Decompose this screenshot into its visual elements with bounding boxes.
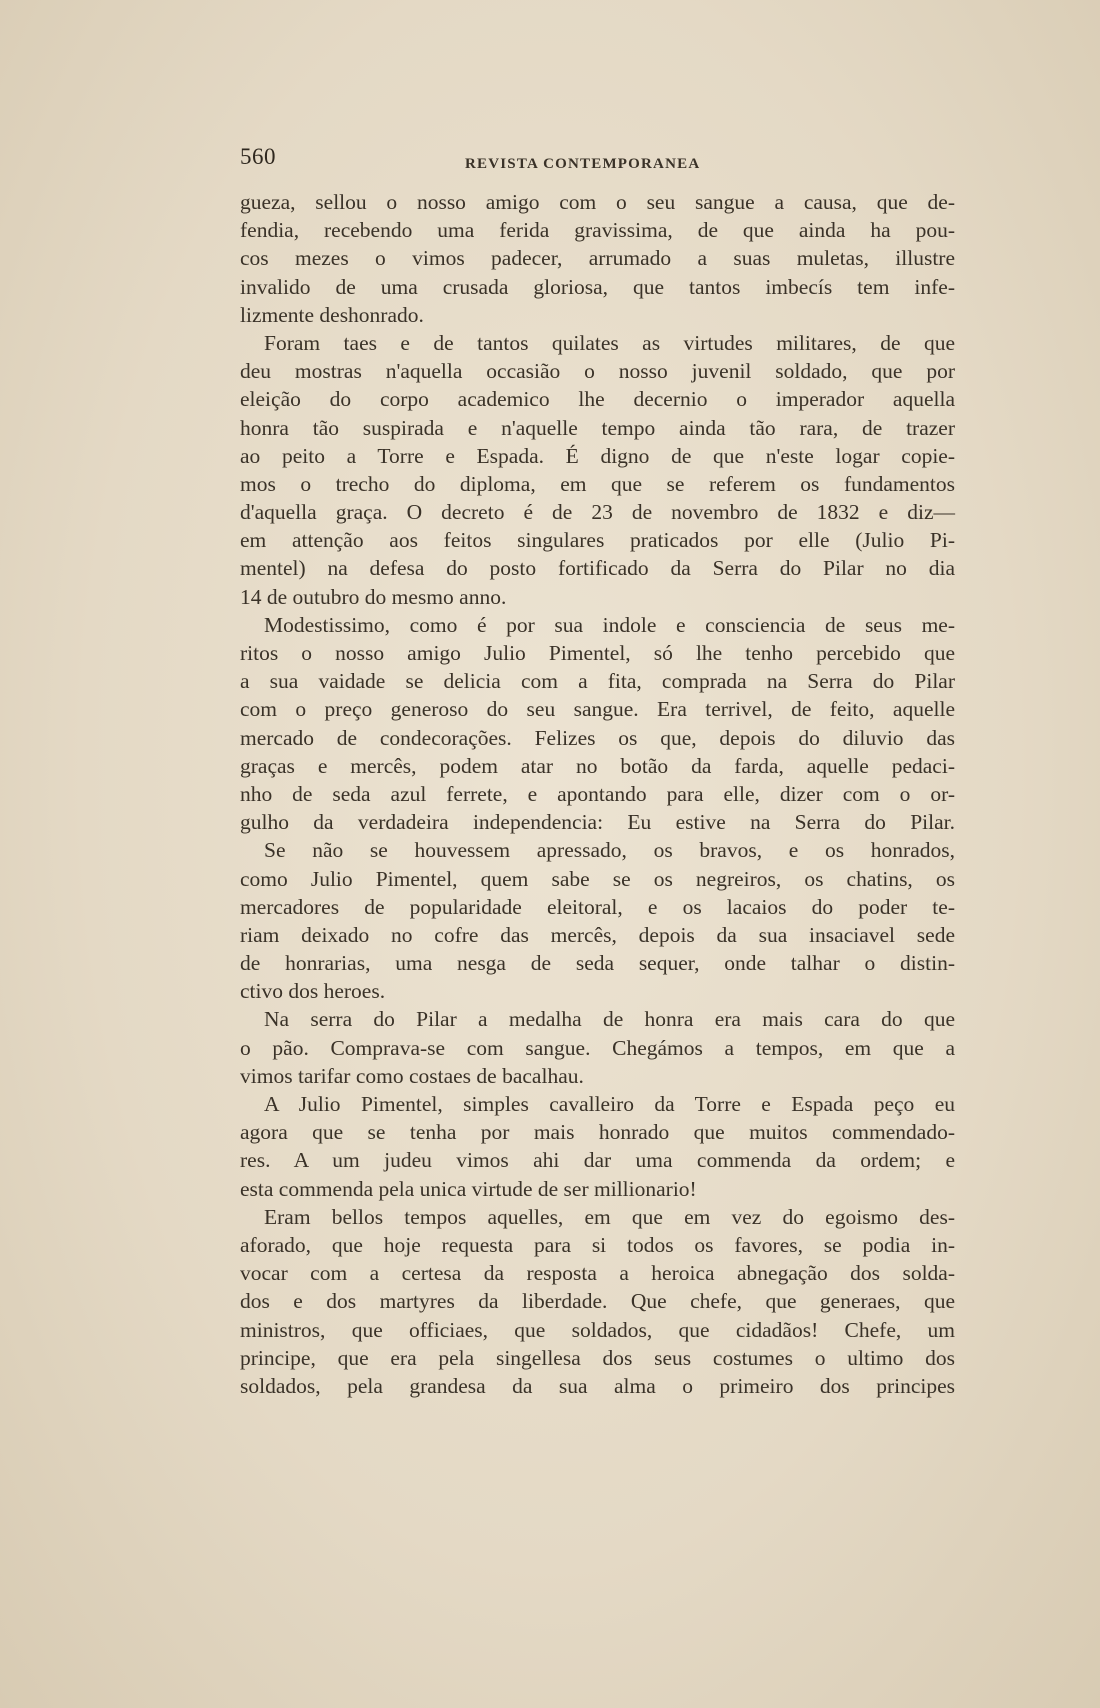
text-line: soldados, pela grandesa da sua alma o primeiro dos principes (240, 1373, 955, 1398)
text-line: deu mostras n'aquella occasião o nosso juvenil soldado, que por (240, 359, 955, 384)
text-line: Foram taes e de tantos quilates as virtudes militares, de que (264, 330, 955, 355)
text-line: A Julio Pimentel, simples cavalleiro da Torre e Espada peço eu (264, 1092, 955, 1116)
text-line: como Julio Pimentel, quem sabe se os negreiros, os chatins, os (240, 866, 955, 891)
text-line: nho de seda azul ferrete, e apontando para elle, dizer com o or- (240, 781, 955, 806)
text-line: mercadores de popularidade eleitoral, e os lacaios do poder te- (240, 894, 955, 919)
text-line: eleição do corpo academico lhe decernio o imperador aquella (240, 387, 955, 412)
text-line: res. A um judeu vimos ahi dar uma commenda da ordem; e (240, 1148, 955, 1173)
text-line: mercado de condecorações. Felizes os que, depois do diluvio das (240, 725, 955, 750)
text-line: fendia, recebendo uma ferida gravissima, de que ainda ha pou- (240, 218, 955, 243)
text-line: d'aquella graça. O decreto é de 23 de novembro de 1832 e diz— (240, 500, 955, 525)
text-line: vocar com a certesa da resposta a heroica abnegação dos solda- (240, 1261, 955, 1286)
text-line: graças e mercês, podem atar no botão da farda, aquelle pedaci- (240, 753, 955, 778)
text-line: mentel) na defesa do posto fortificado da Serra do Pilar no dia (240, 556, 955, 581)
text-line: esta commenda pela unica virtude de ser millionario! (240, 1176, 697, 1201)
text-line: ministros, que officiaes, que soldados, que cidadãos! Chefe, um (240, 1317, 955, 1342)
text-line: cos mezes o vimos padecer, arrumado a suas muletas, illustre (240, 246, 955, 271)
text-line: lizmente deshonrado. (240, 302, 424, 327)
text-line: o pão. Comprava-se com sangue. Chegámos a tempos, em que a (240, 1035, 955, 1060)
text-line: em attenção aos feitos singulares praticados por elle (Julio Pi- (240, 528, 955, 553)
text-line: a sua vaidade se delicia com a fita, comprada na Serra do Pilar (240, 669, 955, 694)
text-line: Na serra do Pilar a medalha de honra era mais cara do que (264, 1007, 955, 1032)
text-line: gueza, sellou o nosso amigo com o seu sangue a causa, que de- (240, 190, 955, 214)
text-line: vimos tarifar como costaes de bacalhau. (240, 1063, 584, 1088)
text-line: honra tão suspirada e n'aquelle tempo ainda tão rara, de trazer (240, 415, 955, 440)
text-line: aforado, que hoje requesta para si todos os favores, se podia in- (240, 1232, 955, 1257)
text-line: de honrarias, uma nesga de seda sequer, onde talhar o distin- (240, 951, 955, 976)
text-line: principe, que era pela singellesa dos seus costumes o ultimo dos (240, 1345, 955, 1370)
text-line: invalido de uma crusada gloriosa, que tantos imbecís tem infe- (240, 274, 955, 299)
text-line: 14 de outubro do mesmo anno. (240, 584, 507, 609)
text-line: gulho da verdadeira independencia: Eu estive na Serra do Pilar. (240, 810, 955, 835)
text-line: riam deixado no cofre das mercês, depois da sua insaciavel sede (240, 922, 955, 947)
text-line: dos e dos martyres da liberdade. Que chefe, que generaes, que (240, 1289, 955, 1314)
text-line: agora que se tenha por mais honrado que muitos commendado- (240, 1120, 955, 1145)
text-line: mos o trecho do diploma, em que se referem os fundamentos (240, 471, 955, 496)
body-text (240, 188, 955, 1400)
page-number: 560 (240, 144, 276, 169)
page-header (240, 144, 955, 184)
text-line: Eram bellos tempos aquelles, em que em vez do egoismo des- (264, 1204, 955, 1229)
text-line: ritos o nosso amigo Julio Pimentel, só lhe tenho percebido que (240, 641, 955, 665)
text-line: com o preço generoso do seu sangue. Era terrivel, de feito, aquelle (240, 697, 955, 722)
text-line: Modestissimo, como é por sua indole e consciencia de seus me- (264, 612, 955, 637)
text-line: ao peito a Torre e Espada. É digno de que n'este logar copie- (240, 443, 955, 468)
text-line: Se não se houvessem apressado, os bravos, e os honrados, (264, 838, 955, 863)
running-head: REVISTA CONTEMPORANEA (465, 156, 701, 172)
text-line: ctivo dos heroes. (240, 979, 386, 1004)
